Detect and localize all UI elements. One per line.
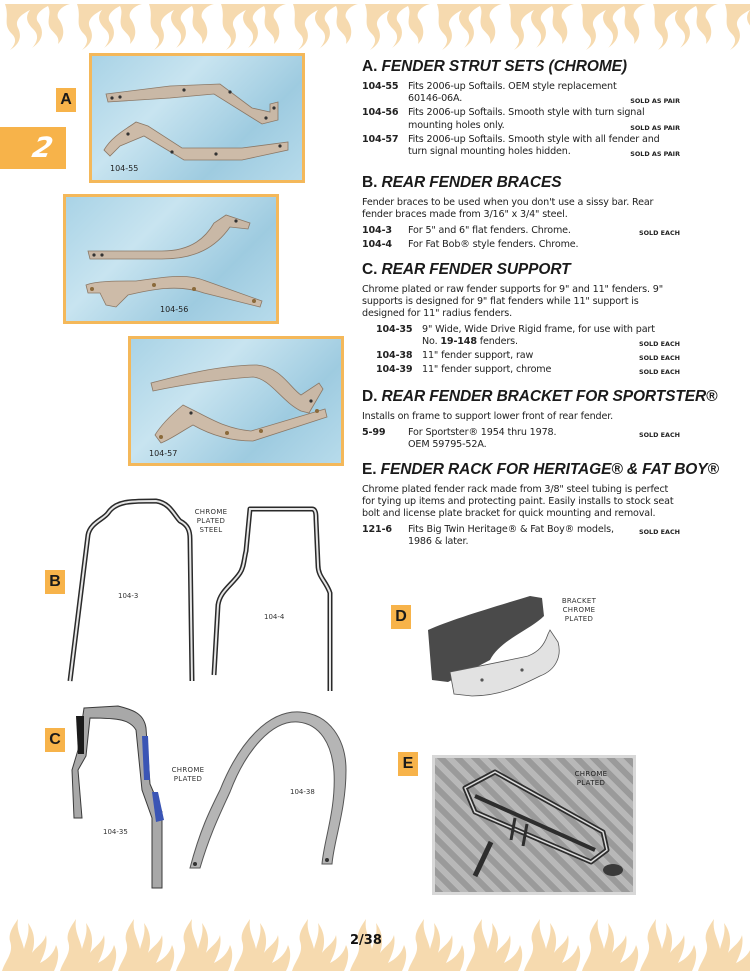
sold-label: SOLD EACH <box>639 228 680 237</box>
sold-label: SOLD EACH <box>639 339 680 348</box>
section-description: Fender braces to be used when you don't use a sissy bar. Rear fender braces made from 3/16" x 3/4" steel. <box>362 197 654 221</box>
desc-line: 9" Wide, Wide Drive Rigid frame, for use with part <box>422 323 655 335</box>
part-label-104-38: 104-38 <box>290 788 315 796</box>
section-b <box>362 174 680 251</box>
product-desc <box>408 524 680 548</box>
section-description: Installs on frame to support lower front of rear fender. <box>362 411 614 423</box>
chapter-number: 2 <box>29 131 56 164</box>
section-letter: B. <box>362 174 378 192</box>
product-row <box>362 427 680 451</box>
desc-line: Fits Big Twin Heritage® & Fat Boy® models, <box>408 523 614 535</box>
figure-label-d: D <box>391 605 411 629</box>
sold-label: SOLD EACH <box>639 354 680 363</box>
product-desc <box>408 134 680 160</box>
product-row <box>362 81 680 107</box>
product-desc <box>422 364 680 378</box>
part-label-104-35: 104-35 <box>103 828 128 836</box>
sku: 104-4 <box>362 238 392 250</box>
desc-line: OEM 59795-52A. <box>408 438 487 450</box>
desc-line: 60146-06A. <box>408 93 463 105</box>
desc-line: 1986 & later. <box>408 535 469 547</box>
page-number: 2/38 <box>350 933 382 948</box>
desc-line: For 5" and 6" flat fenders. Chrome. <box>408 224 571 236</box>
product-row <box>362 134 680 160</box>
sold-label: SOLD EACH <box>639 430 680 439</box>
section-description: Chrome plated fender rack made from 3/8" steel tubing is perfect for tying up items and protecting paint. Easily installs to stock seat bolt and license plate bracket for quick mounting and removal. <box>362 484 674 520</box>
flame-border-top <box>0 0 750 52</box>
photo-104-55 <box>89 53 305 183</box>
sku: 121-6 <box>362 523 392 535</box>
chapter-tab <box>0 127 66 169</box>
caption-line: BRACKET <box>561 597 597 605</box>
part-label-104-3: 104-3 <box>118 592 139 600</box>
section-letter: A. <box>362 58 378 75</box>
sold-label: SOLD AS PAIR <box>630 123 680 132</box>
section-a <box>362 58 680 160</box>
product-desc <box>408 225 680 239</box>
photo-part-number: 104-55 <box>110 164 139 173</box>
sku: 104-39 <box>376 364 413 376</box>
product-row <box>362 225 680 239</box>
section-title: REAR FENDER SUPPORT <box>381 261 571 279</box>
section-heading <box>362 388 718 406</box>
product-row <box>362 107 680 133</box>
sku: 104-57 <box>362 133 399 145</box>
sold-label: SOLD EACH <box>639 527 680 536</box>
caption-line: PLATED <box>196 517 226 525</box>
photo-104-56 <box>63 194 279 324</box>
desc-line: mounting holes only. <box>408 119 505 131</box>
fender-support-illustration <box>70 700 360 895</box>
figure-label-c: C <box>45 728 65 752</box>
desc-line: 11" fender support, chrome <box>422 364 552 376</box>
figure-label-a: A <box>56 88 76 112</box>
desc-line: For Sportster® 1954 thru 1978. <box>408 426 557 438</box>
sku: 5-99 <box>362 426 386 438</box>
part-label-104-4: 104-4 <box>264 613 285 621</box>
product-rows <box>362 324 680 379</box>
section-e <box>362 461 719 548</box>
sku: 104-35 <box>376 323 413 335</box>
section-description: Chrome plated or raw fender supports for 9" and 11" fenders. 9" supports is designed for 9" flat fenders while 11" support is designed for 11" radius fenders. <box>362 284 663 320</box>
product-desc <box>408 107 680 133</box>
figure-e-caption <box>571 770 611 788</box>
desc-line: Fits 2006-up Softails. Smooth style with all fender and <box>408 133 660 145</box>
photo-part-number: 104-57 <box>149 449 178 458</box>
section-heading <box>362 461 719 479</box>
product-desc <box>408 427 680 451</box>
caption-line: PLATED <box>564 615 594 623</box>
section-heading <box>362 58 680 76</box>
caption-line: STEEL <box>199 526 223 534</box>
sku: 104-38 <box>376 350 413 362</box>
desc-line: turn signal mounting holes hidden. <box>408 146 571 158</box>
desc-line: 11" fender support, raw <box>422 350 534 362</box>
part-ref: 19-148 <box>440 335 477 347</box>
section-letter: C. <box>362 261 378 279</box>
figure-label-e: E <box>398 752 418 776</box>
product-desc <box>422 324 680 350</box>
figure-b-caption <box>186 508 236 535</box>
desc-line: Fits 2006-up Softails. OEM style replacement <box>408 81 617 92</box>
photo-part-number: 104-56 <box>160 305 189 314</box>
section-heading <box>362 261 680 279</box>
desc-line: fenders. <box>476 335 518 347</box>
figure-d-caption <box>558 597 600 624</box>
figure-label-b: B <box>45 570 65 594</box>
sku: 104-55 <box>362 81 399 92</box>
sku: 104-3 <box>362 224 392 236</box>
caption-line: CHROME <box>562 606 596 614</box>
photo-fender-rack <box>432 755 636 895</box>
section-c <box>362 261 680 378</box>
section-heading <box>362 174 680 192</box>
caption-line: CHROME <box>171 766 205 774</box>
section-letter: D. <box>362 388 378 406</box>
desc-line: Fits 2006-up Softails. Smooth style with turn signal <box>408 107 645 119</box>
desc-line: No. <box>422 335 441 347</box>
figure-c-caption <box>166 766 210 784</box>
section-letter: E. <box>362 461 377 479</box>
caption-line: PLATED <box>576 779 606 787</box>
product-row <box>362 350 680 364</box>
section-title: FENDER STRUT SETS (CHROME) <box>381 58 627 75</box>
caption-line: CHROME <box>194 508 228 516</box>
product-desc <box>422 350 680 364</box>
section-title: REAR FENDER BRACES <box>381 174 562 192</box>
photo-104-57 <box>128 336 344 466</box>
caption-line: CHROME <box>574 770 608 778</box>
product-desc <box>408 81 680 107</box>
product-row <box>362 524 680 548</box>
product-row <box>362 324 680 350</box>
product-row <box>362 239 680 251</box>
section-d <box>362 388 718 451</box>
sku: 104-56 <box>362 107 399 119</box>
section-title: REAR FENDER BRACKET FOR SPORTSTER® <box>381 388 718 406</box>
product-listing <box>362 58 719 556</box>
sold-label: SOLD AS PAIR <box>630 150 680 159</box>
product-desc: For Fat Bob® style fenders. Chrome. <box>408 238 579 250</box>
sold-label: SOLD EACH <box>639 368 680 377</box>
product-row <box>362 364 680 378</box>
sold-label: SOLD AS PAIR <box>630 97 680 106</box>
section-title: FENDER RACK FOR HERITAGE® & FAT BOY® <box>380 461 719 479</box>
caption-line: PLATED <box>173 775 203 783</box>
